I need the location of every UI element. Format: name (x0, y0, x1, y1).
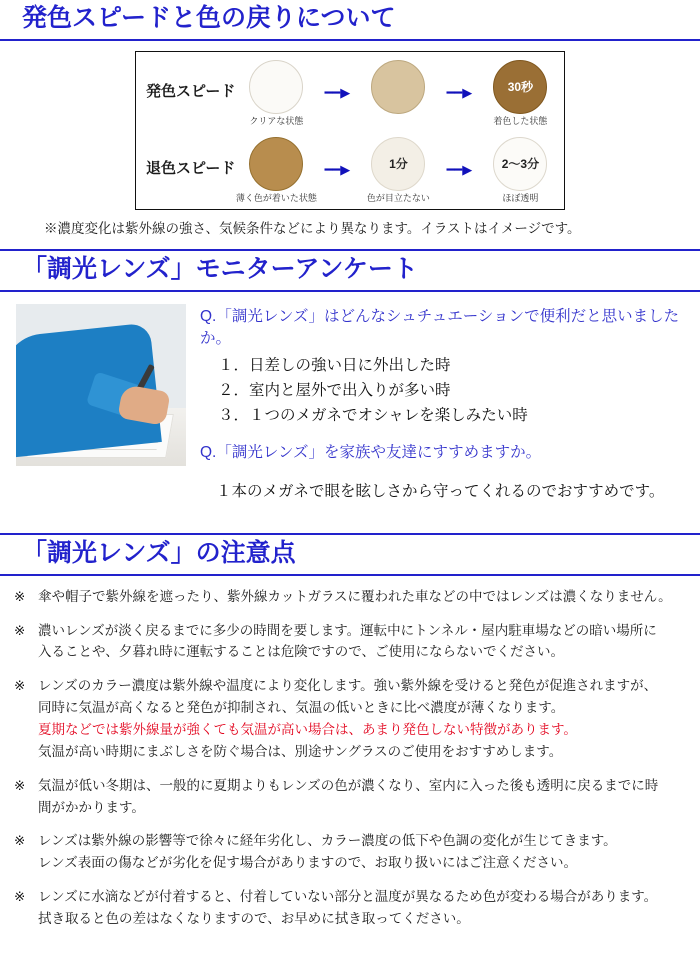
caution-text (38, 775, 686, 819)
list-item: ２．室内と屋外で出入りが多い時 (218, 382, 451, 400)
speed-diagram (0, 41, 700, 213)
bullet-mark: ※ (14, 889, 26, 905)
diagram-stage (235, 137, 317, 204)
diagram-stage (479, 137, 561, 204)
lens-swatch (249, 137, 303, 191)
caution-line: レンズ表面の傷などが劣化を促す場合がありますので、お取り扱いにはご注意ください。 (38, 855, 577, 871)
diagram-stages (235, 60, 561, 127)
diagram-stages (235, 137, 561, 204)
diagram-stage (479, 60, 561, 127)
speed-note: ※濃度変化は紫外線の強さ、気候条件などにより異なります。イラストはイメージです。 (44, 221, 581, 237)
section-survey (0, 249, 700, 533)
section-survey-heading: 「調光レンズ」モニターアンケート (22, 255, 418, 284)
lens-caption: 薄く色が着いた状態 (235, 192, 317, 203)
survey-qa (200, 304, 688, 519)
arrow-right-icon: ━━▶ (324, 84, 351, 100)
survey-block (0, 292, 700, 533)
caution-line: レンズに水滴などが付着すると、付着していない部分と温度が異なるため色が変わる場合があります。 (38, 889, 658, 905)
caution-line: 気温が高い時期にまぶしさを防ぐ場合は、別途サングラスのご使用をおすすめします。 (38, 743, 563, 759)
bullet-mark: ※ (14, 588, 26, 604)
list-item: １．日差しの強い日に外出した時 (218, 356, 451, 374)
lens-caption: 色が目立たない (366, 192, 430, 203)
lens-swatch: 30秒 (493, 60, 547, 114)
section-speed-heading: 発色スピードと色の戻りについて (22, 4, 396, 32)
lens-caption: ほぼ透明 (502, 192, 539, 203)
lens-caption: 着色した状態 (493, 115, 548, 126)
caution-item (14, 886, 686, 930)
diagram-stage (235, 60, 317, 127)
caution-text (38, 620, 686, 664)
caution-item (14, 620, 686, 664)
survey-question-1: Q.「調光レンズ」はどんなシュチュエーションで便利だと思いましたか。 (200, 307, 680, 348)
diagram-stage (357, 60, 439, 116)
diagram-row-fading (146, 137, 554, 204)
caution-item (14, 675, 686, 762)
survey-question-2: Q.「調光レンズ」を家族や友達にすすめますか。 (200, 444, 542, 462)
caution-item (14, 775, 686, 819)
caution-text (38, 886, 686, 930)
lens-swatch: 2～3分 (493, 137, 547, 191)
bullet-mark: ※ (14, 622, 26, 638)
survey-answers-1 (200, 353, 688, 428)
section-cautions-heading: 「調光レンズ」の注意点 (22, 538, 296, 567)
caution-line: 拭き取ると色の差はなくなりますので、お早めに拭き取ってください。 (38, 911, 470, 927)
caution-line: 間がかかります。 (38, 799, 145, 815)
caution-line: 気温が低い冬期は、一般的に夏期よりもレンズの色が濃くなり、室内に入った後も透明に戻るまでに時 (38, 777, 659, 793)
caution-line: 傘や帽子で紫外線を遮ったり、紫外線カットガラスに覆われた車などの中ではレンズは濃くなりません。 (38, 588, 672, 604)
section-cautions (0, 533, 700, 960)
caution-item (14, 830, 686, 874)
lens-swatch: 1分 (371, 137, 425, 191)
caution-text (38, 675, 686, 762)
diagram-stage (357, 137, 439, 204)
caution-line: レンズのカラー濃度は紫外線や温度により変化します。強い紫外線を受けると発色が促進されますが、 (38, 678, 658, 694)
bullet-mark: ※ (14, 833, 26, 849)
section-speed (0, 0, 700, 249)
caution-item (14, 586, 686, 608)
arrow-right-icon: ━━▶ (324, 161, 351, 177)
survey-answer-2: １本のメガネで眼を眩しさから守ってくれるのでおすすめです。 (216, 483, 665, 501)
caution-text (38, 830, 686, 874)
list-item: ３．１つのメガネでオシャレを楽しみたい時 (218, 407, 528, 425)
diagram-row-label: 退色スピード (146, 159, 236, 177)
caution-line: レンズは紫外線の影響等で徐々に経年劣化し、カラー濃度の低下や色調の変化が生じてきます。 (38, 833, 617, 849)
lens-swatch (371, 60, 425, 114)
diagram-box (135, 51, 565, 211)
caution-line: 濃いレンズが淡く戻るまでに多少の時間を要します。運転中にトンネル・屋内駐車場などの暗い場所に (38, 622, 657, 638)
caution-line: 入ることや、夕暮れ時に運転することは危険ですので、ご使用にならないでください。 (38, 644, 564, 660)
caution-list (0, 576, 700, 960)
diagram-row-darkening (146, 60, 554, 127)
caution-line-warning: 夏期などでは紫外線量が強くても気温が高い場合は、あまり発色しない特徴があります。 (38, 722, 577, 738)
arrow-right-icon: ━━▶ (446, 161, 473, 177)
lens-swatch (249, 60, 303, 114)
caution-line: 同時に気温が高くなると発色が抑制され、気温の低いときに比べ濃度が薄くなります。 (38, 700, 565, 716)
bullet-mark: ※ (14, 678, 26, 694)
bullet-mark: ※ (14, 777, 26, 793)
diagram-row-label: 発色スピード (146, 82, 236, 100)
arrow-right-icon: ━━▶ (446, 84, 473, 100)
lens-caption: クリアな状態 (249, 115, 304, 126)
caution-text (38, 586, 686, 608)
survey-photo (16, 304, 186, 466)
